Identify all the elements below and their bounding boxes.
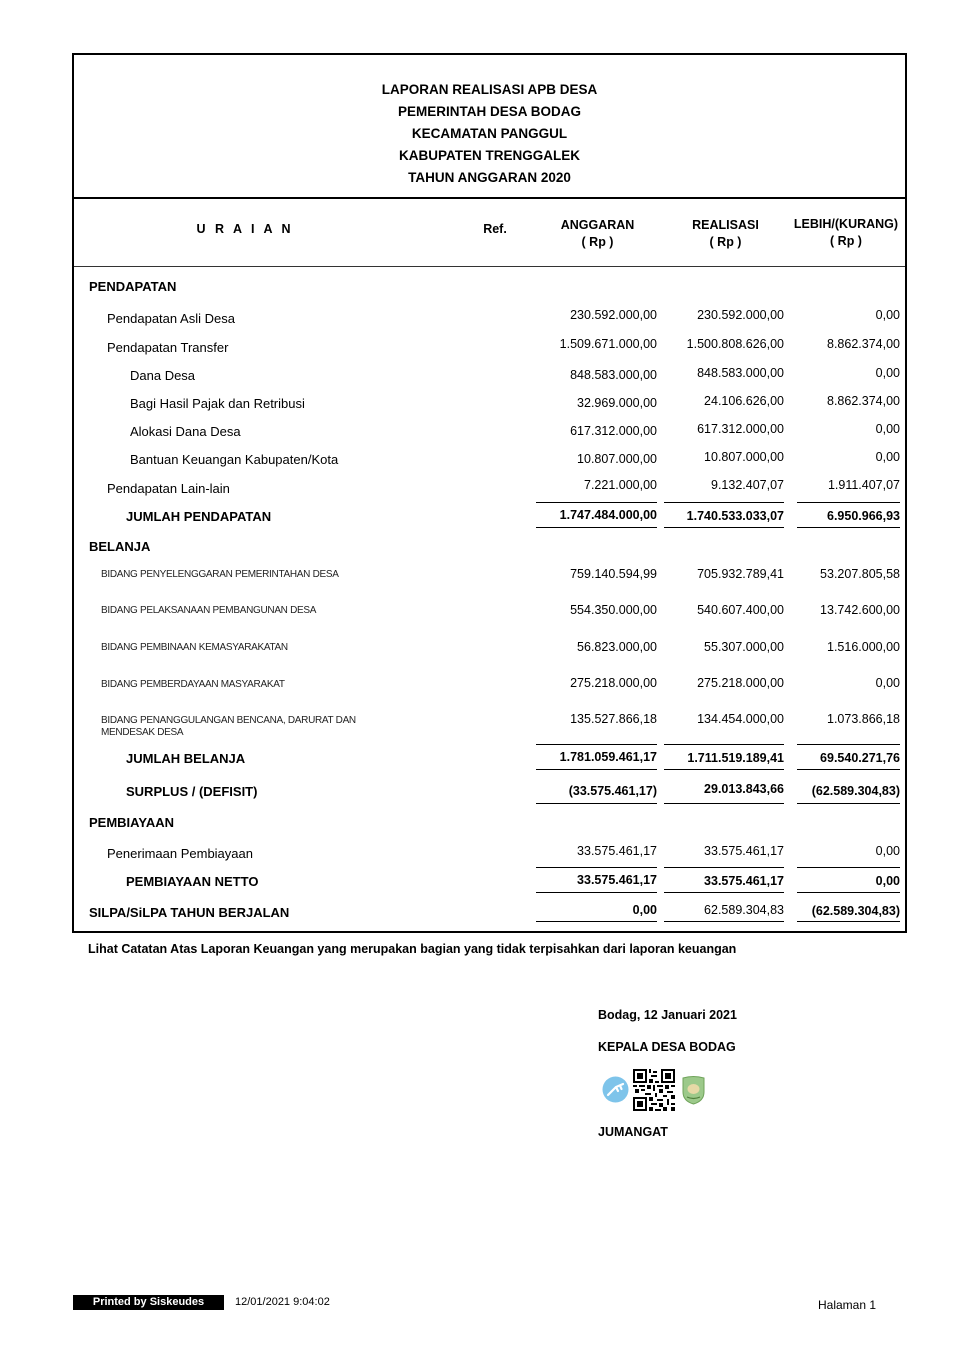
subtotal-rule	[536, 744, 657, 745]
row-label-continued: MENDESAK DESA	[101, 727, 184, 738]
total-rule	[536, 769, 657, 770]
realisasi-surplus: 29.013.843,66	[704, 782, 784, 796]
realisasi-value: 24.106.626,00	[704, 394, 784, 408]
section-pendapatan: PENDAPATAN	[89, 279, 177, 294]
selisih-value: 1.073.866,18	[827, 712, 900, 726]
subtotal-rule	[536, 867, 657, 868]
column-header-uraian: U R A I A N	[196, 222, 294, 236]
anggaran-label: ANGGARAN	[560, 218, 635, 232]
selisih-total: 0,00	[875, 874, 900, 888]
report-government: PEMERINTAH DESA BODAG	[397, 104, 581, 119]
report-regency: KABUPATEN TRENGGALEK	[399, 148, 580, 163]
surplus-rule	[536, 803, 657, 804]
selisih-value: 0,00	[875, 676, 900, 690]
signature-place-date: Bodag, 12 Januari 2021	[598, 1008, 737, 1022]
total-label: PEMBIAYAAN NETTO	[126, 874, 259, 889]
anggaran-total: 1.781.059.461,17	[559, 750, 657, 764]
total-rule	[536, 892, 657, 893]
surplus-rule	[664, 803, 784, 804]
anggaran-value: 617.312.000,00	[570, 424, 657, 438]
anggaran-value: 1.509.671.000,00	[559, 337, 657, 351]
anggaran-total: 1.747.484.000,00	[559, 508, 657, 522]
row-label: Bantuan Keuangan Kabupaten/Kota	[130, 452, 339, 467]
column-header-ref: Ref.	[483, 222, 507, 236]
row-label: BIDANG PENANGGULANGAN BENCANA, DARURAT DAN	[101, 715, 356, 726]
realisasi-total: 33.575.461,17	[704, 874, 784, 888]
selisih-value: 0,00	[875, 422, 900, 436]
total-rule	[664, 892, 784, 893]
anggaran-value: 230.592.000,00	[570, 308, 657, 322]
realisasi-value: 134.454.000,00	[697, 712, 784, 726]
realisasi-label: REALISASI	[692, 218, 759, 232]
surplus-rule	[797, 803, 900, 804]
realisasi-value: 10.807.000,00	[704, 450, 784, 464]
selisih-label: LEBIH/(KURANG)	[793, 217, 899, 231]
total-label: JUMLAH PENDAPATAN	[126, 509, 272, 524]
selisih-value: 0,00	[875, 450, 900, 464]
silpa-label: SILPA/SiLPA TAHUN BERJALAN	[89, 905, 290, 920]
total-rule	[664, 769, 784, 770]
selisih-surplus: (62.589.304,83)	[811, 784, 900, 798]
column-header-realisasi	[668, 217, 783, 251]
anggaran-value: 10.807.000,00	[577, 452, 657, 466]
report-title: LAPORAN REALISASI APB DESA	[381, 82, 598, 97]
row-label: Penerimaan Pembiayaan	[107, 846, 253, 861]
realisasi-value: 33.575.461,17	[704, 844, 784, 858]
report-title-block	[74, 55, 905, 199]
silpa-rule	[797, 921, 900, 922]
selisih-value: 0,00	[875, 844, 900, 858]
report-district: KECAMATAN PANGGUL	[411, 126, 568, 141]
subtotal-rule	[664, 867, 784, 868]
subtotal-rule	[664, 502, 784, 503]
surplus-label: SURPLUS / (DEFISIT)	[126, 784, 258, 799]
total-rule	[536, 527, 657, 528]
row-label: BIDANG PEMBERDAYAAN MASYARAKAT	[101, 679, 285, 690]
selisih-unit: ( Rp )	[830, 234, 862, 248]
silpa-rule	[664, 921, 784, 922]
realisasi-value: 705.932.789,41	[697, 567, 784, 581]
selisih-value: 1.911.407,07	[827, 478, 900, 492]
selisih-value: 0,00	[875, 366, 900, 380]
section-belanja: BELANJA	[89, 539, 151, 554]
subtotal-rule	[536, 502, 657, 503]
regency-emblem-icon	[681, 1075, 706, 1105]
realisasi-total: 1.740.533.033,07	[686, 509, 784, 523]
selisih-total: 69.540.271,76	[820, 751, 900, 765]
anggaran-value: 848.583.000,00	[570, 368, 657, 382]
anggaran-unit: ( Rp )	[581, 235, 614, 249]
anggaran-value: 33.575.461,17	[577, 844, 657, 858]
anggaran-surplus: (33.575.461,17)	[568, 784, 657, 798]
row-label: Pendapatan Transfer	[107, 340, 229, 355]
column-header-anggaran	[540, 217, 655, 251]
row-label: BIDANG PEMBINAAN KEMASYARAKATAN	[101, 642, 288, 653]
anggaran-value: 32.969.000,00	[577, 396, 657, 410]
column-header-selisih	[787, 216, 905, 250]
row-label: Alokasi Dana Desa	[130, 424, 241, 439]
selisih-value: 1.516.000,00	[827, 640, 900, 654]
subtotal-rule	[797, 502, 900, 503]
anggaran-value: 275.218.000,00	[570, 676, 657, 690]
realisasi-value: 617.312.000,00	[697, 422, 784, 436]
report-fiscal-year: TAHUN ANGGARAN 2020	[408, 170, 571, 185]
realisasi-value: 540.607.400,00	[697, 603, 784, 617]
subtotal-rule	[797, 744, 900, 745]
selisih-silpa: (62.589.304,83)	[811, 904, 900, 918]
anggaran-value: 759.140.594,99	[570, 567, 657, 581]
selisih-total: 6.950.966,93	[827, 509, 900, 523]
realisasi-value: 55.307.000,00	[704, 640, 784, 654]
total-rule	[664, 527, 784, 528]
realisasi-value: 9.132.407,07	[711, 478, 784, 492]
selisih-value: 8.862.374,00	[827, 394, 900, 408]
total-label: JUMLAH BELANJA	[126, 751, 246, 766]
total-rule	[797, 892, 900, 893]
selisih-value: 0,00	[875, 308, 900, 322]
qr-code-icon	[633, 1069, 675, 1111]
subtotal-rule	[797, 867, 900, 868]
row-label: Dana Desa	[130, 368, 196, 383]
anggaran-value: 554.350.000,00	[570, 603, 657, 617]
section-pembiayaan: PEMBIAYAAN	[89, 815, 175, 830]
realisasi-value: 848.583.000,00	[697, 366, 784, 380]
row-label: Bagi Hasil Pajak dan Retribusi	[130, 396, 305, 411]
realisasi-silpa: 62.589.304,83	[704, 903, 784, 917]
realisasi-unit: ( Rp )	[709, 235, 742, 249]
signature-position: KEPALA DESA BODAG	[598, 1040, 736, 1054]
anggaran-value: 135.527.866,18	[570, 712, 657, 726]
anggaran-value: 56.823.000,00	[577, 640, 657, 654]
header-bottom-rule	[74, 266, 905, 267]
selisih-value: 13.742.600,00	[820, 603, 900, 617]
anggaran-total: 33.575.461,17	[577, 873, 657, 887]
realisasi-value: 1.500.808.626,00	[686, 337, 784, 351]
realisasi-total: 1.711.519.189,41	[687, 751, 784, 765]
selisih-value: 8.862.374,00	[827, 337, 900, 351]
selisih-value: 53.207.805,58	[820, 567, 900, 581]
row-label: BIDANG PELAKSANAAN PEMBANGUNAN DESA	[101, 605, 317, 616]
realisasi-value: 230.592.000,00	[697, 308, 784, 322]
subtotal-rule	[664, 744, 784, 745]
anggaran-silpa: 0,00	[632, 903, 657, 917]
printed-timestamp: 12/01/2021 9:04:02	[235, 1296, 330, 1308]
digital-signature-badge-icon	[602, 1076, 629, 1103]
anggaran-value: 7.221.000,00	[584, 478, 657, 492]
page-number: Halaman 1	[818, 1298, 877, 1312]
row-label: BIDANG PENYELENGGARAN PEMERINTAHAN DESA	[101, 569, 339, 580]
total-rule	[797, 769, 900, 770]
printed-by-badge: Printed by Siskeudes	[73, 1295, 224, 1310]
total-rule	[797, 527, 900, 528]
row-label: Pendapatan Asli Desa	[107, 311, 235, 326]
footnote: Lihat Catatan Atas Laporan Keuangan yang merupakan bagian yang tidak terpisahkan dari laporan keuangan	[88, 942, 737, 956]
signatory-name: JUMANGAT	[598, 1125, 668, 1139]
row-label: Pendapatan Lain-lain	[107, 481, 230, 496]
realisasi-value: 275.218.000,00	[697, 676, 784, 690]
silpa-rule	[536, 921, 657, 922]
